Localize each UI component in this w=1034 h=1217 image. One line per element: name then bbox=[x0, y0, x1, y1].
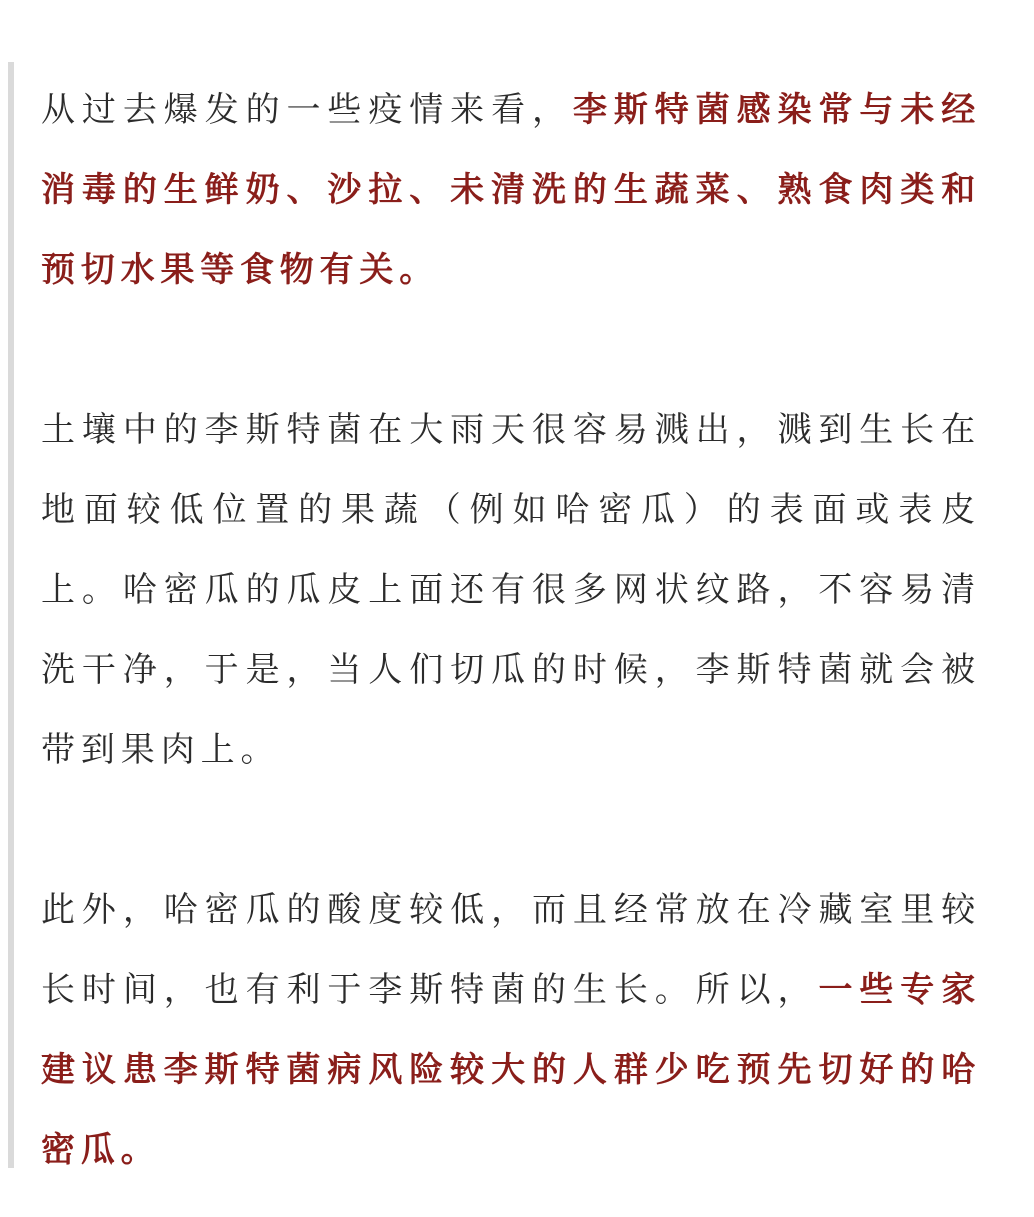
paragraph-soil-contamination bbox=[41, 390, 981, 790]
paragraph-text: 此外，哈密瓜的酸度较低，而且经常放在冷藏室里较长时间，也有利于李斯特菌的生长。所以， bbox=[41, 890, 981, 1010]
paragraph-text: 从过去爆发的一些疫情来看， bbox=[41, 90, 573, 130]
left-border-rule bbox=[8, 62, 14, 1168]
paragraph-outbreak-sources bbox=[41, 70, 981, 310]
paragraph-expert-advice bbox=[41, 870, 981, 1190]
highlighted-text: 李斯特菌感染常与未经消毒的生鲜奶、沙拉、未清洗的生蔬菜、熟食肉类和预切水果等食物有关。 bbox=[41, 90, 981, 290]
highlighted-text: 一些专家建议患李斯特菌病风险较大的人群少吃预先切好的哈密瓜。 bbox=[41, 970, 982, 1170]
paragraph-text: 土壤中的李斯特菌在大雨天很容易溅出，溅到生长在地面较低位置的果蔬（例如哈密瓜）的表面或表皮上。哈密瓜的瓜皮上面还有很多网状纹路，不容易清洗干净，于是，当人们切瓜的时候，李斯特菌就会被带到果肉上。 bbox=[41, 410, 981, 770]
article-body bbox=[41, 70, 981, 1190]
